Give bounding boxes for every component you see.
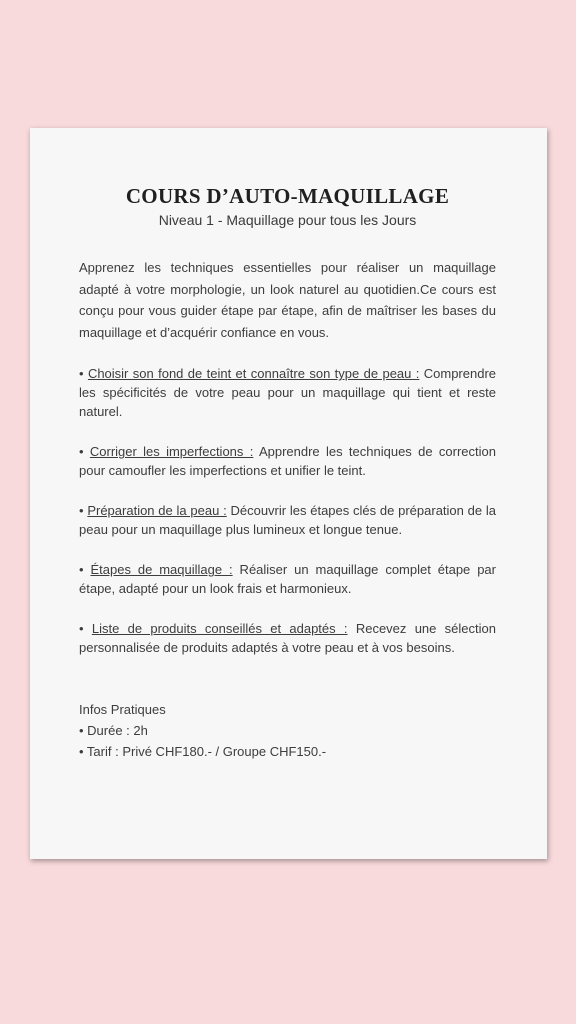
bullet-imperfections [79,442,496,480]
bullet-text: Recevez une sélection personnalisée de produits adaptés à votre peau et à vos besoins. [79,621,496,656]
bullet-text: Réaliser un maquillage complet étape par étape, adapté pour un look frais et harmonieux. [79,562,496,597]
bullet-heading: Choisir son fond de teint et connaître son type de peau : [87,366,420,382]
bullet-skin-prep [79,501,496,539]
bullet-makeup-steps [79,560,496,598]
document-sheet [30,128,547,859]
price-line: • Tarif : Privé CHF180.- / Groupe CHF150.- [79,744,327,760]
bullet-heading: Préparation de la peau : [87,503,227,519]
practical-info-heading: Infos Pratiques [79,702,166,718]
bullet-text: Découvrir les étapes clés de préparation de la peau pour un maquillage plus lumineux et longue tenue. [79,503,496,538]
practical-info [79,699,496,762]
bullet-text: Apprendre les techniques de correction pour camoufler les imperfections et unifier le teint. [79,444,496,479]
bullet-prefix: • [79,444,90,460]
intro-paragraph: Apprenez les techniques essentielles pour réaliser un maquillage adapté à votre morphologie, un look naturel au quotidien.Ce cours est conçu pour vous guider étape par étape, afin de maîtriser les bases du maquillage et d’acquérir confiance en vous. [79,260,496,340]
bullet-prefix: • [79,503,88,519]
bullet-prefix: • [79,366,88,382]
bullet-foundation [79,364,496,421]
document-subtitle: Niveau 1 - Maquillage pour tous les Jours [158,212,417,228]
bullet-heading: Liste de produits conseillés et adaptés : [91,621,348,637]
bullet-heading: Étapes de maquillage : [90,562,233,578]
bullet-text: Comprendre les spécificités de votre peau pour un maquillage qui tient et reste naturel. [79,366,497,420]
document-title: COURS D’AUTO-MAQUILLAGE [125,184,450,208]
bullet-prefix: • [79,621,92,637]
bullet-prefix: • [79,562,91,578]
duration-line: • Durée : 2h [79,723,148,739]
bullet-product-list [79,619,496,657]
bullet-heading: Corriger les imperfections : [89,444,254,460]
